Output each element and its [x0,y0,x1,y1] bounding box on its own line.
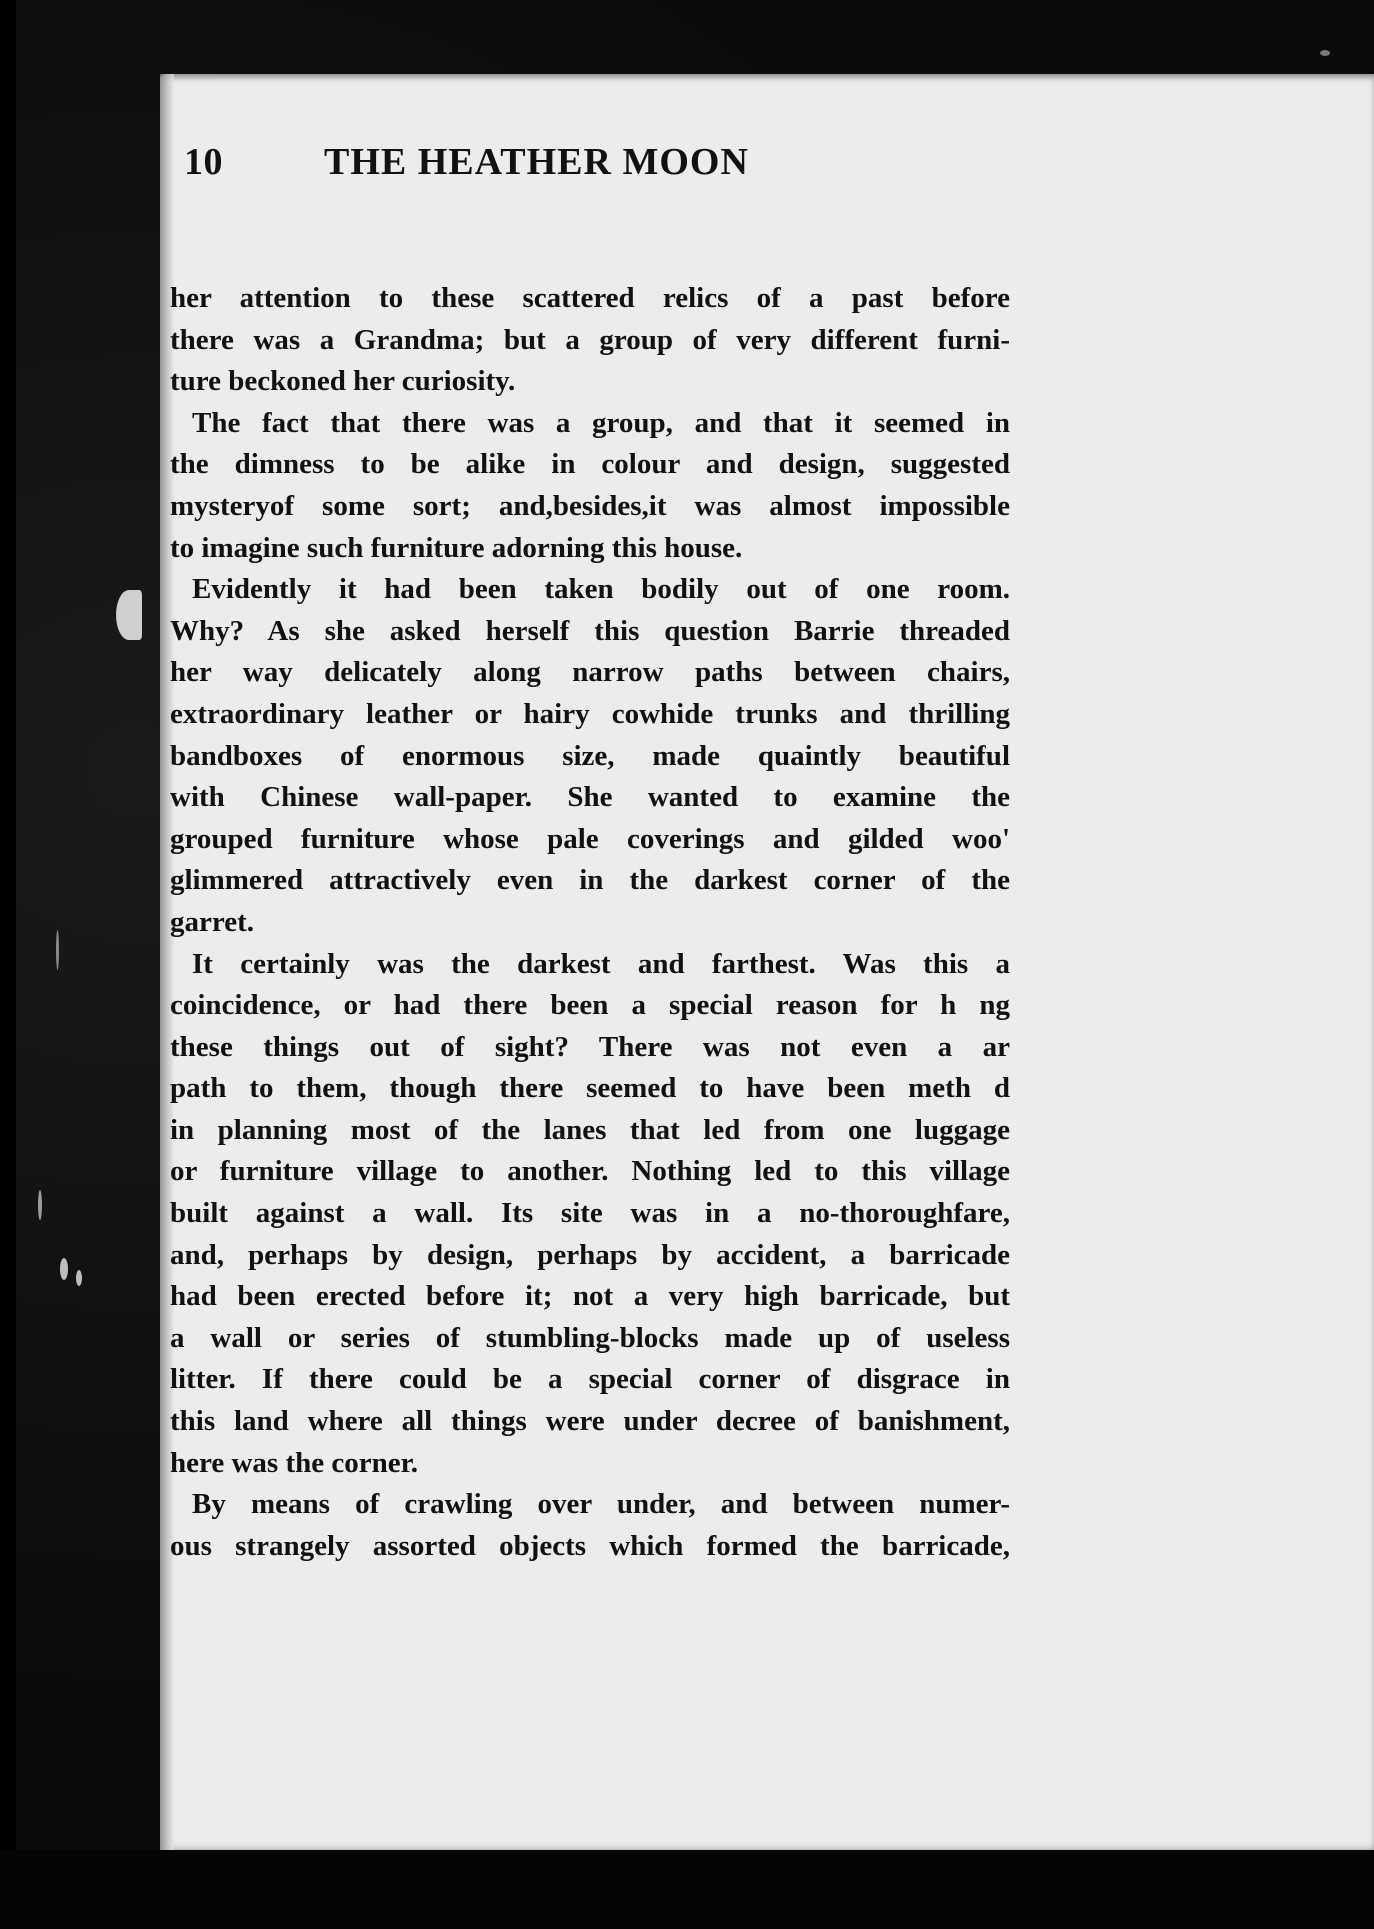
text-line: the dimness to be alike in colour and design, suggested [170,448,1010,481]
text-line: coincidence, or had there been a special reason for h ng [170,989,1010,1022]
text-line: path to them, though there seemed to have been meth d [170,1072,1010,1105]
scan-speck [38,1190,42,1220]
text-line: bandboxes of enormous size, made quaintly beautiful [170,739,1010,772]
text-line: or furniture village to another. Nothing led to this village [170,1155,1010,1188]
scan-speck [56,930,59,970]
scan-speck [60,1258,68,1280]
scan-bottom-edge [0,1850,1374,1929]
text-line: ous strangely assorted objects which formed the barricade, [170,1529,1010,1562]
text-line: these things out of sight? There was not even a ar [170,1030,1010,1063]
scan-speck [76,1270,82,1286]
text-line: It certainly was the darkest and farthest. Was this a [192,947,1010,980]
text-line: with Chinese wall-paper. She wanted to examine the [170,781,1010,814]
text-line: here was the corner. [170,1446,419,1479]
text-line: glimmered attractively even in the darkest corner of the [170,864,1010,897]
text-line: in planning most of the lanes that led from one luggage [170,1113,1010,1146]
text-line: By means of crawling over under, and between numer- [192,1488,1010,1521]
text-line: this land where all things were under decree of banishment, [170,1405,1010,1438]
scan-speck [1320,50,1330,56]
text-line: had been erected before it; not a very high barricade, but [170,1280,1010,1313]
text-line: Evidently it had been taken bodily out of one room. [192,573,1010,606]
scan-left-edge [0,0,16,1929]
text-line: and, perhaps by design, perhaps by accident, a barricade [170,1238,1010,1271]
text-line: her attention to these scattered relics of a past before [170,282,1010,314]
text-line: built against a wall. Its site was in a no-thoroughfare, [170,1197,1010,1230]
text-line: extraordinary leather or hairy cowhide trunks and thrilling [170,697,1010,730]
running-title: THE HEATHER MOON [324,141,749,183]
text-line: ture beckoned her curiosity. [170,365,516,398]
text-line: mysteryof some sort; and,besides,it was almost impossible [170,489,1010,522]
text-line: The fact that there was a group, and that it seemed in [192,406,1010,439]
text-line: to imagine such furniture adorning this house. [170,531,743,564]
text-line: a wall or series of stumbling-blocks made up of useless [170,1321,1010,1354]
text-line: Why? As she asked herself this question Barrie threaded [170,614,1010,647]
text-line: there was a Grandma; but a group of very different furni- [170,323,1010,356]
scan-speck [116,590,142,640]
page-number: 10 [184,141,223,183]
body-text [170,278,1010,1567]
text-line: grouped furniture whose pale coverings and gilded woo' [170,822,1010,855]
text-line: garret. [170,905,254,938]
text-line: her way delicately along narrow paths between chairs, [170,656,1010,689]
text-line: litter. If there could be a special corner of disgrace in [170,1363,1010,1396]
page-header [184,140,1004,200]
